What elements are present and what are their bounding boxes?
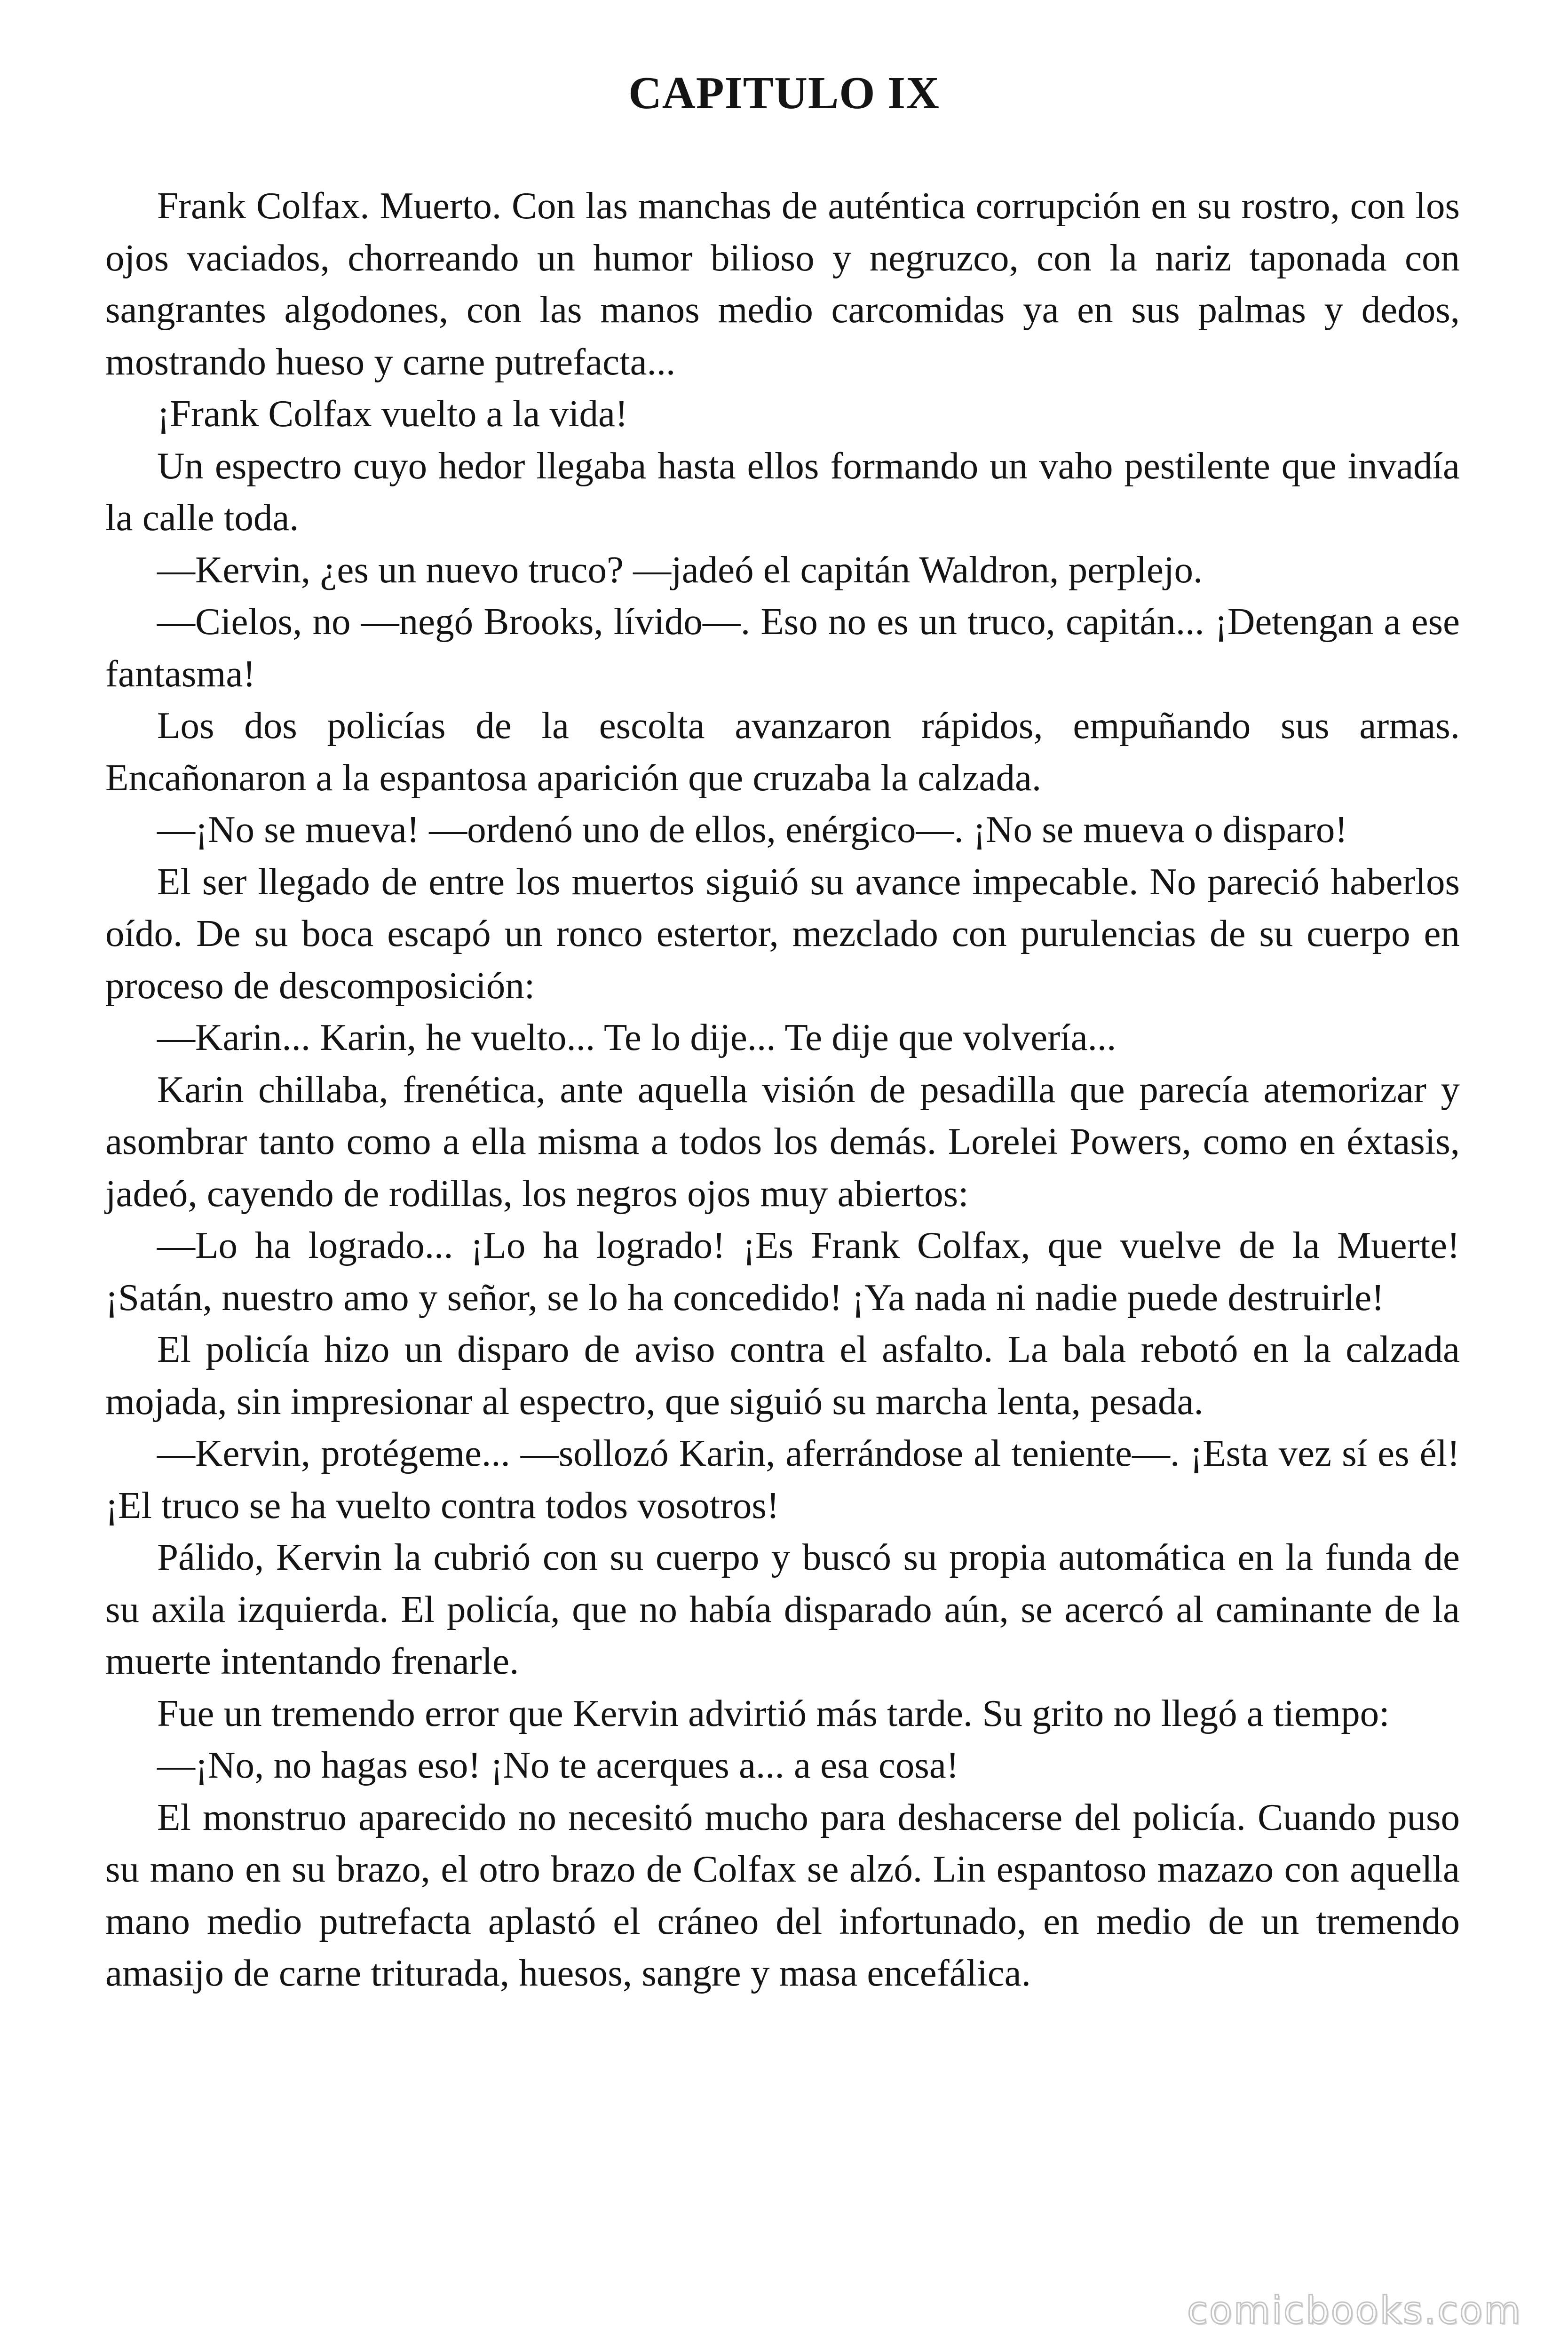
chapter-body [105, 180, 1460, 1999]
paragraph: El policía hizo un disparo de aviso contra el asfalto. La bala rebotó en la calzada mojada, sin impresionar al espectro, que siguió su marcha lenta, pesada. [105, 1328, 1460, 1422]
watermark: comicbooks.com [1187, 2288, 1522, 2332]
chapter-title: CAPITULO IX [628, 68, 940, 119]
paragraph: ¡Frank Colfax vuelto a la vida! [157, 392, 628, 435]
paragraph: —Karin... Karin, he vuelto... Te lo dije... Te dije que volvería... [157, 1016, 1117, 1058]
paragraph: Un espectro cuyo hedor llegaba hasta ellos formando un vaho pestilente que invadía la calle toda. [105, 444, 1460, 539]
paragraph: Pálido, Kervin la cubrió con su cuerpo y buscó su propia automática en la funda de su axila izquierda. El policía, que no había disparado aún, se acercó al caminante de la muerte intentando frenarle. [105, 1536, 1460, 1682]
paragraph: —Cielos, no —negó Brooks, lívido—. Eso no es un truco, capitán... ¡Detengan a ese fantasma! [105, 600, 1460, 695]
paragraph: Frank Colfax. Muerto. Con las manchas de auténtica corrupción en su rostro, con los ojos vaciados, chorreando un humor bilioso y negruzco, con la nariz taponada con sangrantes algodones, con las manos medio carcomidas ya en sus palmas y dedos, mostrando hueso y carne putrefacta... [105, 184, 1460, 383]
paragraph: —Lo ha logrado... ¡Lo ha logrado! ¡Es Frank Colfax, que vuelve de la Muerte! ¡Satán, nuestro amo y señor, se lo ha concedido! ¡Ya nada ni nadie puede destruirle! [105, 1224, 1460, 1319]
paragraph: —Kervin, ¿es un nuevo truco? —jadeó el capitán Waldron, perplejo. [157, 548, 1203, 591]
paragraph: El monstruo aparecido no necesitó mucho para deshacerse del policía. Cuando puso su mano en su brazo, el otro brazo de Colfax se alzó. Lin espantoso mazazo con aquella mano medio putrefacta aplastó el cráneo del infortunado, en medio de un tremendo amasijo de carne triturada, huesos, sangre y masa encefálica. [105, 1796, 1460, 1994]
paragraph: El ser llegado de entre los muertos siguió su avance impecable. No pareció haberlos oído. De su boca escapó un ronco estertor, mezclado con purulencias de su cuerpo en proceso de descomposición: [105, 860, 1460, 1007]
paragraph: Fue un tremendo error que Kervin advirtió más tarde. Su grito no llegó a tiempo: [157, 1692, 1390, 1734]
paragraph: Los dos policías de la escolta avanzaron rápidos, empuñando sus armas. Encañonaron a la espantosa aparición que cruzaba la calzada. [105, 704, 1460, 799]
paragraph: —Kervin, protégeme... —sollozó Karin, aferrándose al teniente—. ¡Esta vez sí es él! ¡El truco se ha vuelto contra todos vosotros! [105, 1432, 1460, 1526]
paragraph: —¡No, no hagas eso! ¡No te acerques a... a esa cosa! [157, 1744, 959, 1786]
paragraph: Karin chillaba, frenética, ante aquella visión de pesadilla que parecía atemorizar y asombrar tanto como a ella misma a todos los demás. Lorelei Powers, como en éxtasis, jadeó, cayendo de rodillas, los negros ojos muy abiertos: [105, 1068, 1460, 1215]
paragraph: —¡No se mueva! —ordenó uno de ellos, enérgico—. ¡No se mueva o disparo! [157, 808, 1348, 850]
